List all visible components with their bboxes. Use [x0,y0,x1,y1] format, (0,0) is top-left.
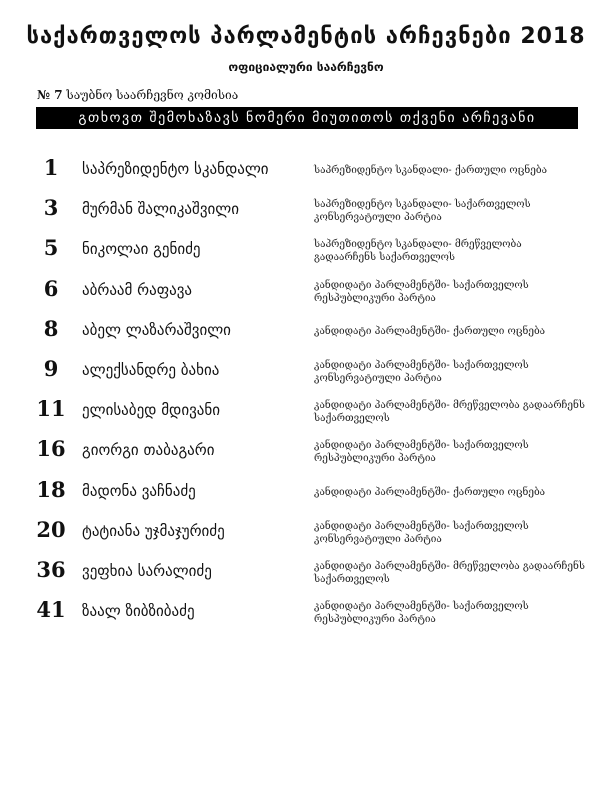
candidate-row[interactable] [0,466,612,506]
candidate-party: საპრეზიდენტო სკანდალი- მრეწველობა გადაარჩენს საქართველოს [314,239,522,263]
candidate-party: კანდიდატი პარლამენტში- ქართული ოცნება [314,487,546,498]
candidate-row[interactable] [0,385,612,425]
candidate-party: კანდიდატი პარლამენტში- საქართველოს რესპუბლიკური პარტია [314,440,529,464]
ballot-title: საქართველოს პარლამენტის არჩევნები 2018 [26,24,586,49]
candidate-row[interactable] [0,224,612,264]
candidate-party: კანდიდატი პარლამენტში- ქართული ოცნება [314,326,546,337]
candidate-row[interactable] [0,184,612,224]
candidate-name: გიორგი თაბაგარი [82,441,215,459]
candidate-number[interactable]: 18 [36,477,66,502]
candidate-party: კანდიდატი პარლამენტში- საქართველოს რესპუბლიკური პარტია [314,601,529,625]
candidate-number[interactable]: 5 [43,235,59,260]
candidate-number[interactable]: 8 [43,316,59,341]
ballot-subtitle: ოფიციალური საარჩევნო [228,60,384,74]
candidate-number[interactable]: 16 [36,436,66,461]
candidate-name: აბრაამ რაფავა [82,281,193,299]
commission-line [37,88,238,102]
candidate-row[interactable] [0,144,612,184]
candidate-row[interactable] [0,345,612,385]
candidate-number[interactable]: 6 [43,276,59,301]
candidate-party: საპრეზიდენტო სკანდალი- საქართველოს კონსერვატიული პარტია [314,199,531,223]
candidate-name: საპრეზიდენტო სკანდალი [82,160,269,178]
candidate-row[interactable] [0,425,612,465]
candidate-name: მურმან შალიკაშვილი [82,200,240,218]
candidate-party: კანდიდატი პარლამენტში- მრეწველობა გადაარჩენს საქართველოს [314,400,585,424]
candidate-name: ალექსანდრე ბახია [82,361,220,379]
candidate-number[interactable]: 41 [36,597,66,622]
candidate-party: კანდიდატი პარლამენტში- საქართველოს რესპუბლიკური პარტია [314,280,529,304]
candidate-row[interactable] [0,546,612,586]
candidate-party: კანდიდატი პარლამენტში- მრეწველობა გადაარჩენს საქართველოს [314,561,585,585]
candidate-row[interactable] [0,586,612,626]
candidate-name: ნიკოლაი გენიძე [82,240,201,258]
candidate-party: კანდიდატი პარლამენტში- საქართველოს კონსერვატიული პარტია [314,521,529,545]
commission-number: № 7 [37,88,63,102]
candidate-name: ზაალ ზიბზიბაძე [82,602,195,620]
commission-name: საუბნო საარჩევნო კომისია [66,88,239,102]
candidate-number[interactable]: 3 [43,195,59,220]
candidate-number[interactable]: 11 [36,396,66,421]
candidate-party: კანდიდატი პარლამენტში- საქართველოს კონსერვატიული პარტია [314,360,529,384]
candidate-row[interactable] [0,305,612,345]
candidate-number[interactable]: 36 [36,557,66,582]
candidate-row[interactable] [0,506,612,546]
candidate-party: საპრეზიდენტო სკანდალი- ქართული ოცნება [314,165,547,176]
candidate-name: ტატიანა უჯმაჯურიძე [82,522,225,540]
candidate-name: აბელ ლაზარაშვილი [82,321,231,339]
instruction-banner: გთხოვთ შემოხაზავს ნომერი მიუთითოს თქვენი არჩევანი [36,107,578,129]
candidate-row[interactable] [0,265,612,305]
candidate-number[interactable]: 9 [43,356,59,381]
candidate-number[interactable]: 20 [36,517,66,542]
candidate-name: ვეფხია სარალიძე [82,562,212,580]
candidate-name: მადონა ვაჩნაძე [82,482,196,500]
candidate-name: ელისაბედ მდივანი [82,401,220,419]
candidate-number[interactable]: 1 [43,155,59,180]
